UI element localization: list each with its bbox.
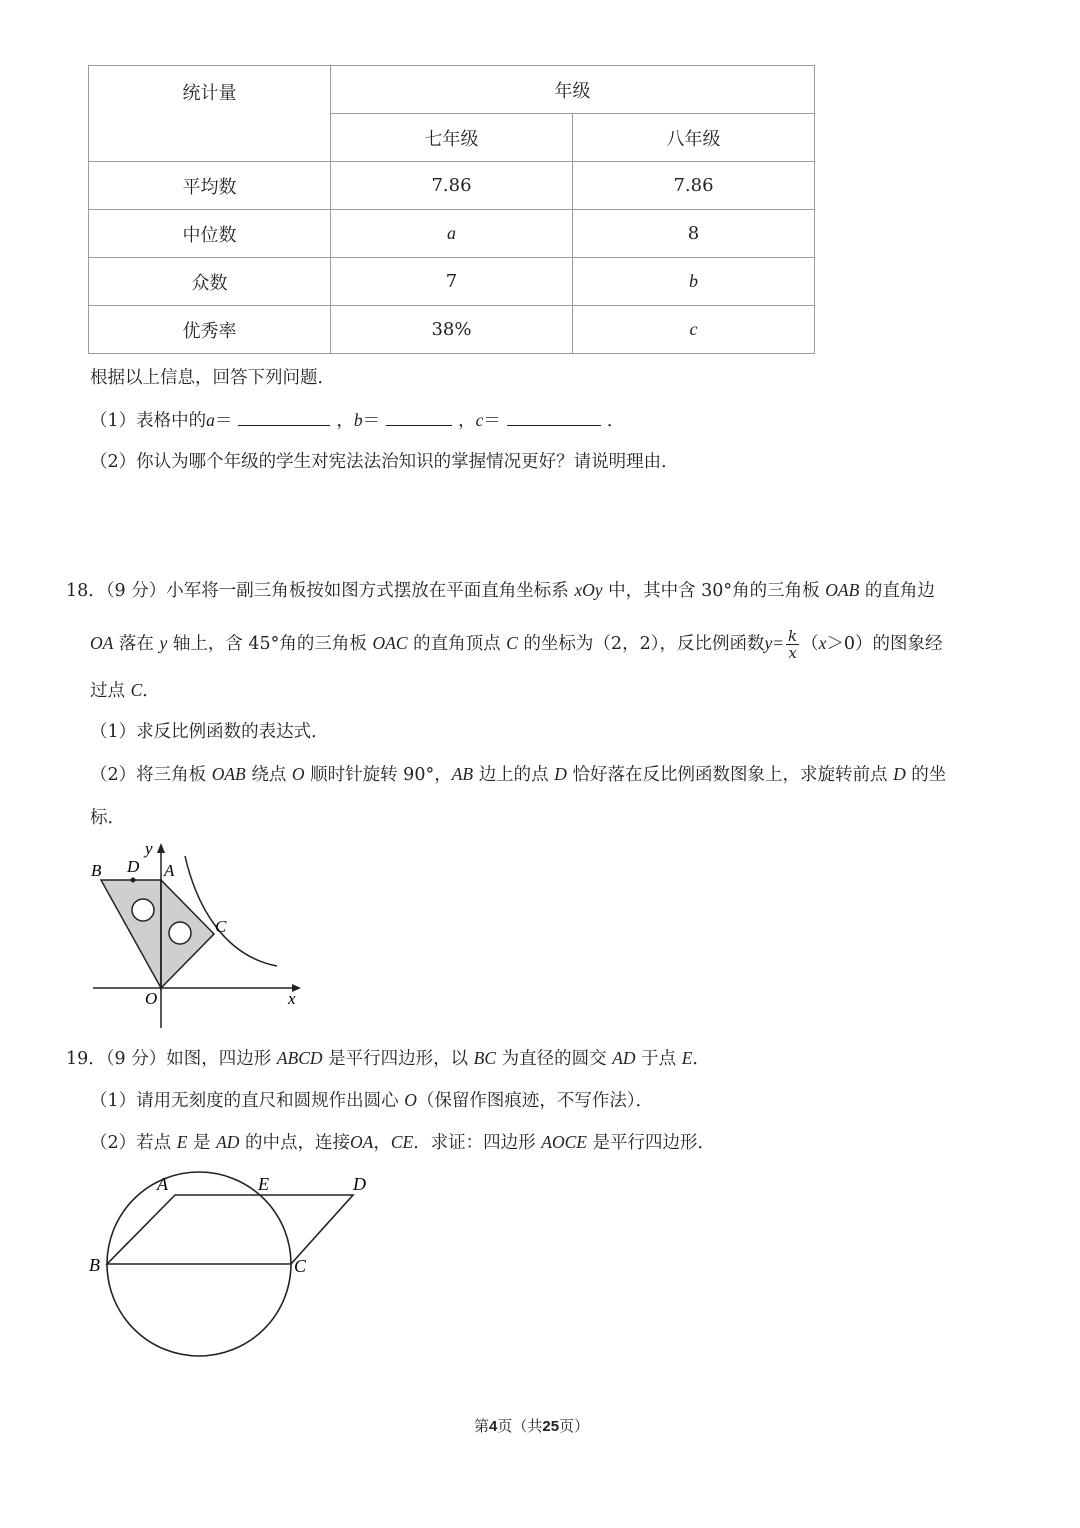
q18-figure xyxy=(85,838,310,1033)
math-ABCD: ABCD xyxy=(276,1048,323,1068)
q17-part1-prefix: （1）表格中的 xyxy=(90,411,207,431)
label-B: B xyxy=(91,861,102,880)
var-a: a xyxy=(206,410,215,430)
q19-sub1 xyxy=(90,1088,653,1113)
question-score: （9 分） xyxy=(105,581,167,601)
math-BC: BC xyxy=(473,1048,497,1068)
text: （2）若点 xyxy=(90,1133,172,1153)
text: 的直角边 xyxy=(864,581,935,601)
q17-part2: （2）你认为哪个年级的学生对宪法法治知识的掌握情况更好？请说明理由． xyxy=(90,452,679,472)
label-B: B xyxy=(89,1255,100,1275)
fraction-k-over-x xyxy=(786,628,799,661)
text: 为直径的圆交 xyxy=(501,1049,607,1069)
q18-sub2-cont: 标． xyxy=(90,808,125,828)
eq: ＝ xyxy=(483,411,501,431)
label-D: D xyxy=(127,857,140,876)
text: 落在 xyxy=(118,634,154,654)
header-statistic: 统计量 xyxy=(89,66,331,162)
text: 轴上，含 45°角的三角板 xyxy=(172,634,367,654)
cell-g7: a xyxy=(331,210,573,258)
text: 顺时针旋转 90°， xyxy=(310,765,452,785)
math-AD: AD xyxy=(216,1132,240,1152)
text: （2）将三角板 xyxy=(90,765,207,785)
label-E: E xyxy=(258,1174,269,1194)
q19-line1 xyxy=(66,1046,710,1071)
text: 是 xyxy=(193,1133,211,1153)
text: 边上的点 xyxy=(478,765,549,785)
math-OAB: OAB xyxy=(211,764,246,784)
answer-blank-b[interactable] xyxy=(386,409,452,426)
text: 是平行四边形． xyxy=(592,1133,716,1153)
fraction-numerator: k xyxy=(788,627,798,645)
label-y: y xyxy=(145,839,153,858)
q18-line3 xyxy=(90,678,160,703)
label-D: D xyxy=(353,1174,366,1194)
text: ． xyxy=(142,681,160,701)
question-number: 19． xyxy=(66,1049,106,1069)
header-grade7: 七年级 xyxy=(331,114,573,162)
label-C: C xyxy=(294,1256,307,1276)
text: 恰好落在反比例函数图象上，求旋转前点 xyxy=(572,765,888,785)
text: 是平行四边形，以 xyxy=(328,1049,469,1069)
text: 中，其中含 30°角的三角板 xyxy=(608,581,820,601)
text: 绕点 xyxy=(251,765,287,785)
text: 的坐 xyxy=(911,765,947,785)
footer-text: 页（共 xyxy=(497,1417,543,1435)
text: 的直角顶点 xyxy=(413,634,501,654)
statistics-table xyxy=(88,65,815,354)
header-grade8: 八年级 xyxy=(573,114,815,162)
q17-part1 xyxy=(90,408,624,433)
question-number: 18． xyxy=(66,581,106,601)
row-label: 平均数 xyxy=(89,162,331,210)
text: 于点 xyxy=(641,1049,677,1069)
text: 过点 xyxy=(90,681,125,701)
footer-text: 第 xyxy=(474,1417,490,1435)
label-C: C xyxy=(215,917,227,936)
q18-line1 xyxy=(66,578,935,603)
table-row xyxy=(89,210,815,258)
page-footer xyxy=(474,1415,589,1436)
text: （1）请用无刻度的直尺和圆规作出圆心 xyxy=(90,1091,399,1111)
text: ， xyxy=(373,1133,391,1153)
answer-blank-c[interactable] xyxy=(507,409,601,426)
row-label: 中位数 xyxy=(89,210,331,258)
cell-g7: 38% xyxy=(331,306,573,354)
label-O: O xyxy=(145,989,158,1008)
sep: ， xyxy=(336,411,354,431)
text: （保留作图痕迹，不写作法）． xyxy=(416,1091,654,1111)
table-row xyxy=(89,258,815,306)
page-number: 4 xyxy=(489,1418,498,1435)
sep: ， xyxy=(458,411,476,431)
table-row xyxy=(89,162,815,210)
math-E: E xyxy=(681,1048,693,1068)
math-OAC: OAC xyxy=(372,633,408,653)
label-A: A xyxy=(157,1174,168,1194)
q18-sub2 xyxy=(90,762,946,787)
math-OA: OA xyxy=(90,633,114,653)
text: 的坐标为（2，2），反比例函数 xyxy=(523,634,765,654)
var-b: b xyxy=(353,410,363,430)
row-label: 众数 xyxy=(89,258,331,306)
math-D: D xyxy=(554,764,567,784)
text: ＞0）的图象经 xyxy=(826,634,943,654)
end-mark: ． xyxy=(606,411,625,431)
q18-sub1: （1）求反比例函数的表达式． xyxy=(90,722,329,742)
text: 如图，四边形 xyxy=(166,1049,272,1069)
cell-g8: 7.86 xyxy=(573,162,815,210)
math-O: O xyxy=(404,1090,417,1110)
text: ． xyxy=(692,1049,710,1069)
cell-g8: c xyxy=(573,306,815,354)
eq: ＝ xyxy=(214,411,233,431)
math-D: D xyxy=(893,764,906,784)
cell-g8: 8 xyxy=(573,210,815,258)
q19-figure xyxy=(85,1168,385,1358)
text: （ xyxy=(801,634,819,654)
answer-blank-a[interactable] xyxy=(238,409,330,426)
cell-g7: 7.86 xyxy=(331,162,573,210)
table-row xyxy=(89,306,815,354)
math-C: C xyxy=(506,633,518,653)
cell-g8: b xyxy=(573,258,815,306)
page-total: 25 xyxy=(542,1418,560,1435)
question-score: （9 分） xyxy=(105,1049,167,1069)
math-OA: OA xyxy=(349,1132,374,1152)
text: ．求证：四边形 xyxy=(413,1133,536,1153)
math-AD: AD xyxy=(612,1048,636,1068)
var-c: c xyxy=(475,410,484,430)
q18-line2 xyxy=(90,628,943,661)
math-AOCE: AOCE xyxy=(541,1132,587,1152)
text: 的中点，连接 xyxy=(244,1133,350,1153)
math-OAB: OAB xyxy=(825,580,860,600)
math-O: O xyxy=(291,764,305,784)
math-C: C xyxy=(130,680,143,700)
label-x: x xyxy=(288,989,296,1008)
math-E: E xyxy=(176,1132,188,1152)
math-x: x xyxy=(818,633,827,653)
q19-sub2 xyxy=(90,1130,715,1155)
math-xOy: xOy xyxy=(574,580,603,600)
math-y-eq: y= xyxy=(764,633,785,653)
cell-g7: 7 xyxy=(331,258,573,306)
math-AB: AB xyxy=(451,764,474,784)
row-label: 优秀率 xyxy=(89,306,331,354)
q17-intro: 根据以上信息，回答下列问题． xyxy=(90,368,335,388)
fraction-denominator: x xyxy=(788,644,797,662)
text: 小军将一副三角板按如图方式摆放在平面直角坐标系 xyxy=(166,581,569,601)
label-A: A xyxy=(164,861,175,880)
math-CE: CE xyxy=(390,1132,414,1152)
eq: ＝ xyxy=(362,411,381,431)
math-y: y xyxy=(159,633,168,653)
header-grade: 年级 xyxy=(331,66,815,114)
footer-text: 页） xyxy=(559,1417,590,1435)
